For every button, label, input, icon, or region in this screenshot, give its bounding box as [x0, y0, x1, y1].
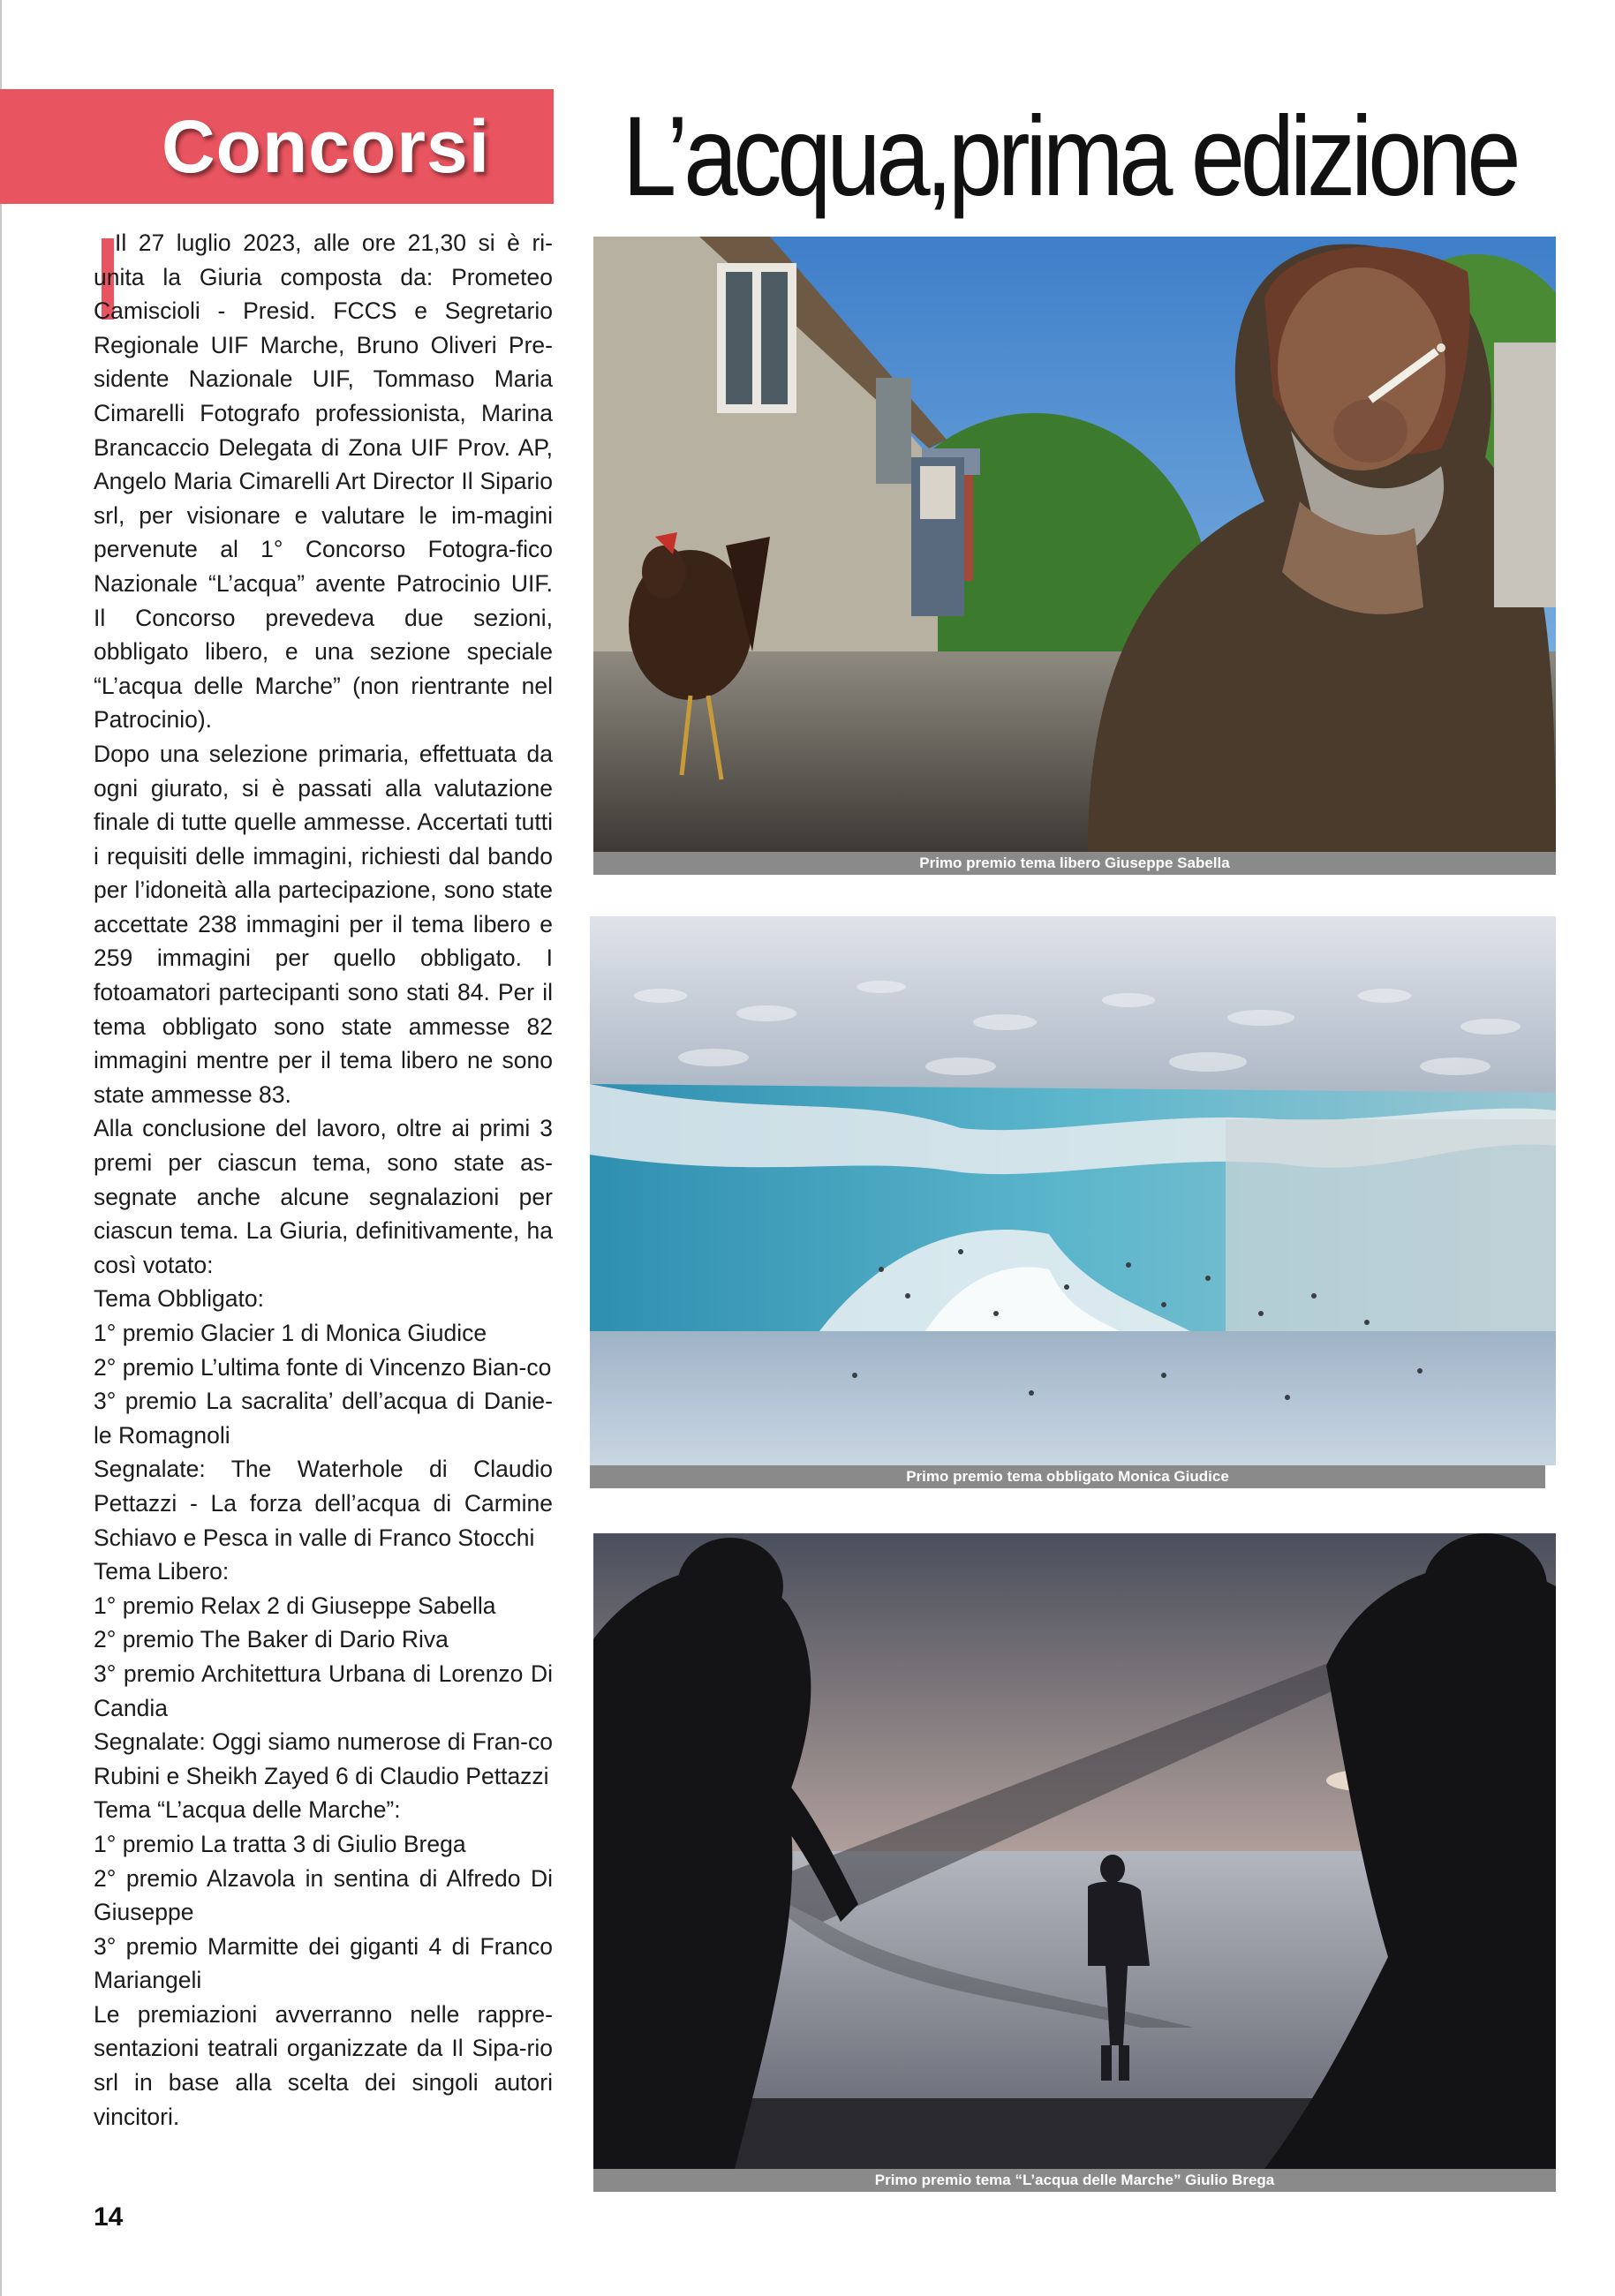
photo-caption: Primo premio tema obbligato Monica Giudice [590, 1465, 1545, 1488]
photo-fishermen [593, 1533, 1556, 2169]
article-paragraph: Segnalate: The Waterhole di Claudio Pettazzi - La forza dell’acqua di Carmine Schiavo e Pesca in valle di Franco Stocchi [94, 1456, 553, 1551]
article-paragraph: 1° premio Glacier 1 di Monica Giudice [94, 1320, 487, 1346]
article-paragraph: 1° premio Relax 2 di Giuseppe Sabella [94, 1592, 496, 1619]
article-paragraph: 3° premio Architettura Urbana di Lorenzo Di Candia [94, 1660, 553, 1721]
article-paragraph: Alla conclusione del lavoro, oltre ai primi 3 premi per ciascun tema, sono state as-segnate anche alcune segnalazioni per ciascun tema. La Giuria, definitivamente, ha così votato: [94, 1115, 553, 1278]
article-paragraph: Le premiazioni avverranno nelle rappre-sentazioni teatrali organizzate da Il Sipa-rio srl in base alla scelta dei singoli autori vincitori. [94, 2000, 553, 2130]
article-paragraph: Segnalate: Oggi siamo numerose di Fran-co Rubini e Sheikh Zayed 6 di Claudio Pettazzi [94, 1728, 553, 1789]
photo-caption: Primo premio tema “L’acqua delle Marche” Giulio Brega [593, 2169, 1556, 2192]
section-banner [0, 89, 554, 204]
section-label: Concorsi [162, 105, 491, 188]
photo-caption: Primo premio tema libero Giuseppe Sabella [593, 852, 1556, 875]
article-paragraph: Tema Libero: [94, 1558, 230, 1585]
page-edge [0, 0, 2, 2296]
article-paragraph: 2° premio L’ultima fonte di Vincenzo Bian-co [94, 1353, 552, 1381]
article-paragraph: Tema “L’acqua delle Marche”: [94, 1796, 401, 1824]
article-headline: L’acqua,prima edizione [623, 94, 1517, 220]
article-paragraph: 1° premio La tratta 3 di Giulio Brega [94, 1830, 466, 1857]
article-paragraph: 2° premio Alzavola in sentina di Alfredo Di Giuseppe [94, 1864, 553, 1926]
photo-glacier [590, 916, 1556, 1465]
article-paragraph: 3° premio La sacralita’ dell’acqua di Danie-le Romagnoli [94, 1388, 553, 1449]
article-paragraph: 3° premio Marmitte dei giganti 4 di Franco Mariangeli [94, 1932, 553, 1994]
article-paragraph: 2° premio The Baker di Dario Riva [94, 1626, 449, 1653]
photo-woman-smoking [593, 237, 1556, 852]
article-paragraph: Tema Obbligato: [94, 1285, 264, 1313]
page-number: 14 [94, 2202, 124, 2232]
article-paragraph: Dopo una selezione primaria, effettuata da ogni giurato, si è passati alla valutazione finale di tutte quelle ammesse. Accertati tutti i requisiti delle immagini, richiesti dal bando per l’idoneità alla partecipazione, sono state accettate 238 immagini per il tema libero e 259 immagini per quello obbligato. I fotoamatori partecipanti sono stati 84. Per il tema obbligato sono state ammesse 82 immagini mentre per il tema libero ne sono state ammesse 83. [94, 740, 553, 1108]
article-body [94, 226, 553, 2134]
article-paragraph: Il 27 luglio 2023, alle ore 21,30 si è ri-unita la Giuria composta da: Prometeo Camiscioli - Presid. FCCS e Segretario Regionale UIF Marche, Bruno Oliveri Pre-sidente Nazionale UIF, Tommaso Maria Cimarelli Fotografo professionista, Marina Brancaccio Delegata di Zona UIF Prov. AP, Angelo Maria Cimarelli Art Director Il Sipario srl, per visionare e valutare le im-magini pervenute al 1° Concorso Fotogra-fico Nazionale “L’acqua” avente Patrocinio UIF. Il Concorso prevedeva due sezioni, obbligato libero, e una sezione speciale “L’acqua delle Marche” (non rientrante nel Patrocinio). [94, 230, 553, 734]
